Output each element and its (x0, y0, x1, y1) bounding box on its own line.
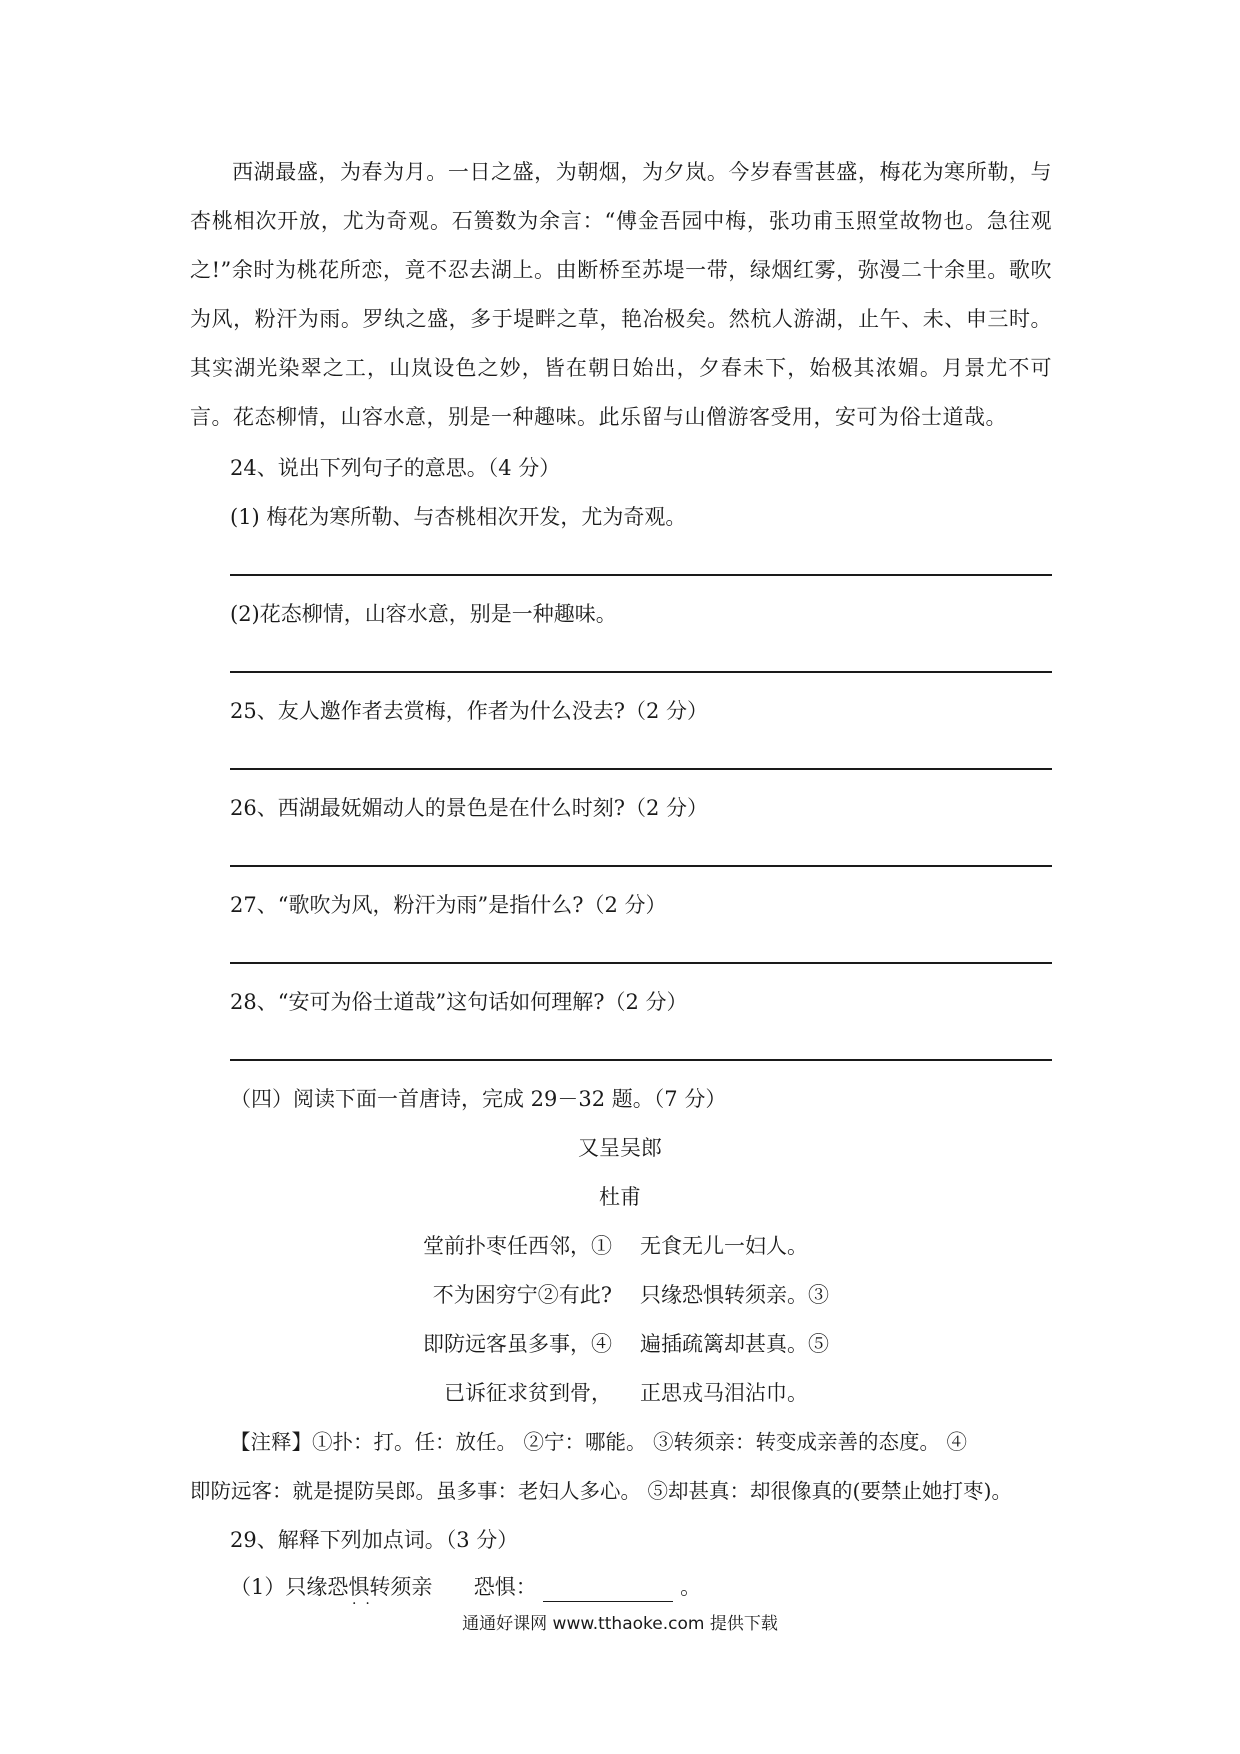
poem-line-1-right: 无食无儿一妇人。 (640, 1234, 808, 1258)
poem-notes-line-2: 即防远客：就是提防吴郎。虽多事：老妇人多心。 ⑤却甚真：却很像真的(要禁止她打枣)。 (190, 1479, 1013, 1503)
poem-line-4-right: 正思戎马泪沾巾。 (640, 1381, 808, 1405)
poem-line-2-left: 不为困穷宁②有此? (432, 1283, 612, 1307)
poem-author: 杜甫 (599, 1185, 641, 1209)
emphasis-dots: · · (352, 1596, 370, 1612)
answer-line-24-2[interactable] (230, 671, 1052, 673)
answer-line-24-1[interactable] (230, 574, 1052, 576)
poem-line-1-left: 堂前扑枣任西邻，① (423, 1234, 612, 1258)
question-25-prompt: 25、友人邀作者去赏梅，作者为什么没去?（2 分） (230, 699, 709, 723)
question-27-prompt: 27、“歌吹为风，粉汗为雨”是指什么?（2 分） (230, 893, 667, 917)
poem-line-4-left: 已诉征求贫到骨， (444, 1381, 612, 1405)
question-24-item-1: (1) 梅花为寒所勒、与杏桃相次开发，尤为奇观。 (230, 505, 687, 529)
answer-blank-29-1[interactable] (543, 1579, 673, 1602)
question-29-item-1-end: 。 (680, 1575, 702, 1599)
answer-line-25[interactable] (230, 768, 1052, 770)
question-24-item-2: (2)花态柳情，山容水意，别是一种趣味。 (230, 602, 617, 626)
poem-line-3-left: 即防远客虽多事，④ (423, 1332, 612, 1356)
footer-credit: 通通好课网 www.tthaoke.com 提供下载 (462, 1614, 778, 1634)
poem-line-2-right: 只缘恐惧转须亲。③ (640, 1283, 829, 1307)
question-29-item-1-word: 恐惧： (473, 1575, 537, 1599)
answer-line-28[interactable] (230, 1059, 1052, 1061)
question-24-prompt: 24、说出下列句子的意思。（4 分） (230, 456, 561, 480)
answer-line-27[interactable] (230, 962, 1052, 964)
question-29-prompt: 29、解释下列加点词。（3 分） (230, 1528, 519, 1552)
poem-notes-line-1: 【注释】①扑：打。任：放任。 ②宁：哪能。 ③转须亲：转变成亲善的态度。 ④ (230, 1430, 968, 1454)
question-29-item-1-label: （1）只缘恐惧转须亲 (230, 1575, 433, 1599)
question-29-item-1 (230, 1572, 701, 1602)
poem-line-3-right: 遍插疏篱却甚真。⑤ (640, 1332, 829, 1356)
section-4-heading: （四）阅读下面一首唐诗，完成 29－32 题。（7 分） (230, 1087, 727, 1111)
answer-line-26[interactable] (230, 865, 1052, 867)
passage-paragraph (190, 148, 1052, 442)
passage-text: 西湖最盛，为春为月。一日之盛，为朝烟，为夕岚。今岁春雪甚盛，梅花为寒所勒，与杏桃相次开放，尤为奇观。石篑数为余言：“傅金吾园中梅，张功甫玉照堂故物也。急往观之!”余时为桃花所恋，竟不忍去湖上。由断桥至苏堤一带，绿烟红雾，弥漫二十余里。歌吹为风，粉汗为雨。罗纨之盛，多于堤畔之草，艳冶极矣。然杭人游湖，止午、未、申三时。其实湖光染翠之工，山岚设色之妙，皆在朝日始出，夕春未下，始极其浓媚。月景尤不可言。花态柳情，山容水意，别是一种趣味。此乐留与山僧游客受用，安可为俗士道哉。 (190, 160, 1052, 429)
poem-title: 又呈吴郎 (578, 1136, 662, 1160)
question-28-prompt: 28、“安可为俗士道哉”这句话如何理解?（2 分） (230, 990, 688, 1014)
question-26-prompt: 26、西湖最妩媚动人的景色是在什么时刻?（2 分） (230, 796, 709, 820)
